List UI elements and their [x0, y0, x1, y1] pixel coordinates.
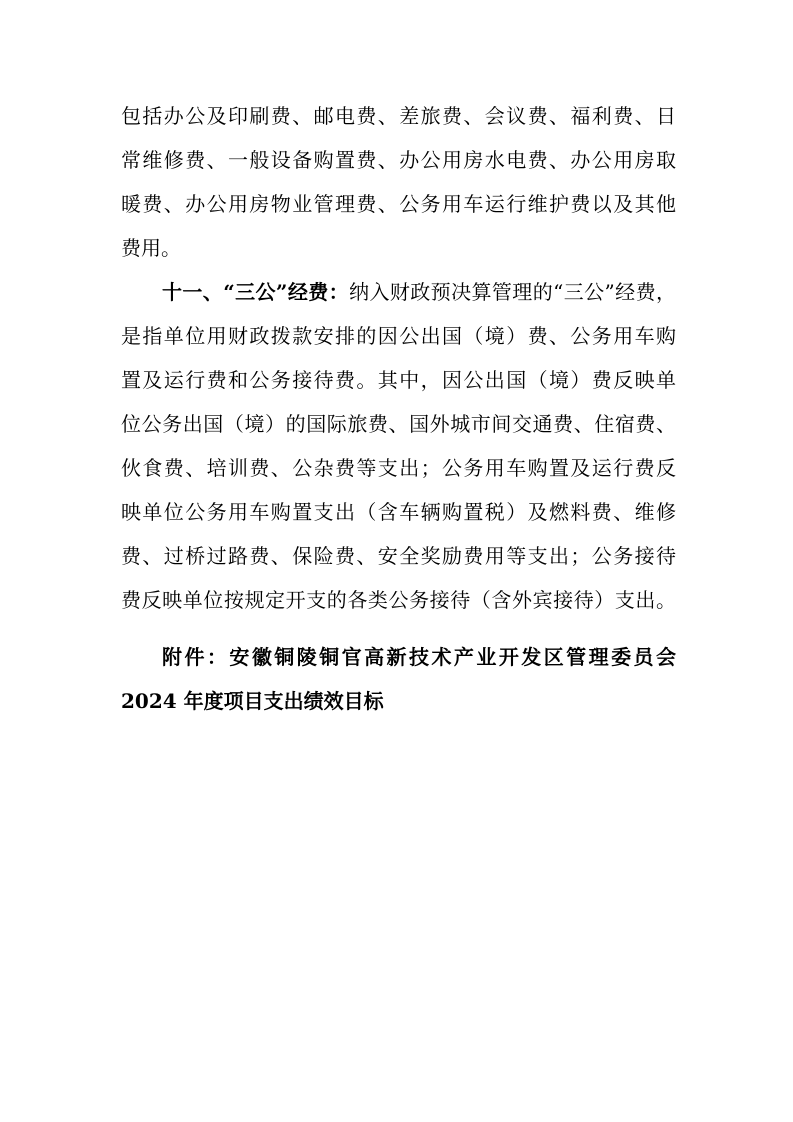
attachment-line-1: 附件：安徽铜陵铜官高新技术产业开发区管理委员会 — [162, 645, 676, 669]
paragraph-2-line-8: 费反映单位按规定开支的各类公务接待（含外宾接待）支出。 — [121, 588, 676, 612]
paragraph-1-line-2: 常维修费、一般设备购置费、办公用房水电费、办公用房取 — [121, 148, 676, 172]
paragraph-1-line-1: 包括办公及印刷费、邮电费、差旅费、会议费、福利费、日 — [121, 104, 676, 128]
paragraph-2-line-2: 是指单位用财政拨款安排的因公出国（境）费、公务用车购 — [121, 324, 676, 348]
paragraph-2-line-7: 费、过桥过路费、保险费、安全奖励费用等支出；公务接待 — [121, 544, 676, 568]
paragraph-2-line-5: 伙食费、培训费、公杂费等支出；公务用车购置及运行费反 — [121, 456, 676, 480]
section-heading: 十一、“三公”经费： — [162, 280, 350, 304]
paragraph-2-line-6: 映单位公务用车购置支出（含车辆购置税）及燃料费、维修 — [121, 500, 676, 524]
paragraph-2-line-4: 位公务出国（境）的国际旅费、国外城市间交通费、住宿费、 — [121, 412, 676, 436]
paragraph-1-line-3: 暖费、办公用房物业管理费、公务用车运行维护费以及其他 — [121, 192, 676, 216]
paragraph-2-line-1 — [162, 272, 676, 312]
paragraph-1-line-4: 费用。 — [121, 236, 181, 260]
attachment-line-2: 2024 年度项目支出绩效目标 — [121, 689, 384, 713]
paragraph-2-line-1-text: 纳入财政预决算管理的“三公”经费， — [349, 280, 676, 304]
paragraph-2-line-3: 置及运行费和公务接待费。其中，因公出国（境）费反映单 — [121, 368, 676, 392]
